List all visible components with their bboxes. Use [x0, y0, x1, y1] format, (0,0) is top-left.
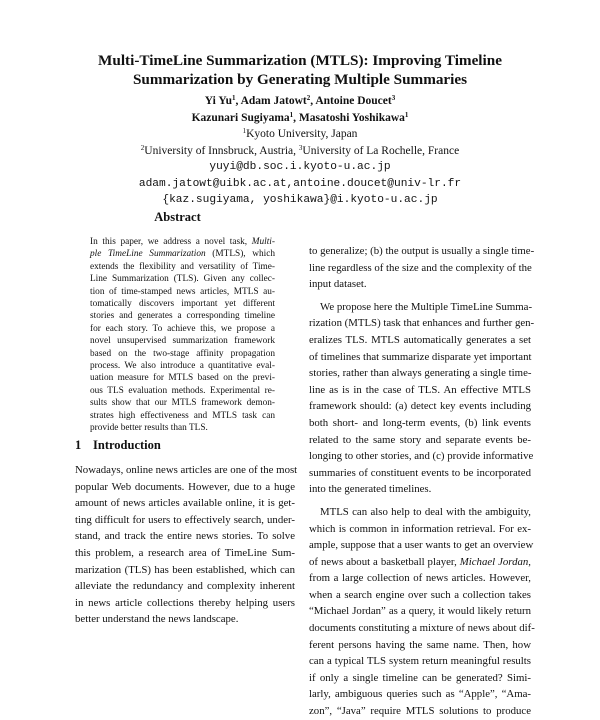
text-line: both short- and long-term events, (b) link events — [309, 416, 531, 429]
text-line: from a large collection of news articles. However, — [309, 572, 531, 585]
text-line: this problem, a research area of TimeLine Sum- — [75, 546, 295, 559]
text-line: if only a single timeline can be generated? Simi- — [309, 671, 531, 684]
text-line: ferent persons having the same name. Then, how — [309, 638, 531, 651]
section-heading-introduction — [75, 438, 161, 453]
text-line: stories, rather than always generating a single time- — [309, 367, 532, 380]
text-line: framework should: (a) detect key events including — [309, 400, 531, 413]
text-line: ample, suppose that a user wants to get an overview — [309, 539, 534, 552]
paragraph — [309, 243, 535, 293]
author-name: Antoine Doucet — [315, 95, 392, 107]
text-line: of news about a basketball player, Michael Jordan, — [309, 555, 531, 568]
text-line: amount of news articles available online, it is get- — [75, 497, 295, 510]
text-line: ting difficult for users to effectively search, under- — [75, 513, 295, 526]
text-line: in news article collections thereby helping users — [75, 596, 295, 609]
text-line: when a search engine over such a collection takes — [309, 588, 531, 601]
text-line: for each story. To achieve this, we propose a — [90, 323, 275, 334]
right-column — [309, 243, 535, 720]
text-line: summaries of constituent events to be incorporated — [309, 466, 531, 479]
text-line: uation measure for MTLS based on the previ- — [90, 373, 275, 384]
text-line: ous TLS evaluation methods. Experimental re- — [90, 385, 275, 396]
affiliation-line-1: $^1$Kyoto University, Japan — [242, 127, 358, 140]
introduction-text — [75, 462, 298, 628]
text-line: marization (TLS) has been established, which can — [75, 563, 295, 576]
text-line: zon”, “Java” require MTLS solutions to produce — [309, 705, 531, 718]
email-line-3: {kaz.sugiyama, yoshikawa}@i.kyoto-u.ac.jp — [162, 194, 438, 206]
text-line: documents constituting a mixture of news about dif- — [309, 622, 535, 635]
abstract-body — [90, 236, 275, 435]
text-line: Nowadays, online news articles are one of the most — [75, 464, 298, 476]
text-line: tion of time-stamped news articles, MTLS au- — [90, 286, 275, 297]
title-line-2: Summarization by Generating Multiple Summaries — [132, 71, 468, 88]
affiliation-line-2: $^2$University of Innsbruck, Austria, $^3$University of La Rochelle, France — [140, 143, 460, 157]
text-line: to generalize; (b) the output is usually a single time- — [309, 245, 535, 257]
text-line: related to the same story and separate events be- — [309, 433, 531, 446]
email-line-1: yuyi@db.soc.i.kyoto-u.ac.jp — [209, 161, 391, 173]
author-line-1: Yi Yu$^1$, Adam Jatowt$^2$, Antoine Doucet$^3$ — [204, 94, 396, 107]
text-line: MTLS can also help to deal with the ambiguity, — [320, 505, 531, 518]
text-line: sults show that our MTLS framework demon- — [90, 398, 275, 409]
abstract-heading: Abstract — [154, 210, 201, 224]
text-line: popular Web documents. However, due to a huge — [75, 480, 295, 493]
author-line-2: Kazunari Sugiyama$^1$, Masatoshi Yoshikawa$^1$ — [191, 110, 409, 124]
section-title: Introduction — [93, 438, 161, 452]
title-line-1: Multi-TimeLine Summarization (MTLS): Improving Timeline — [98, 52, 502, 69]
text-line: can a typical TLS system return meaningful results — [309, 655, 531, 668]
author-name: Kazunari Sugiyama — [191, 111, 290, 124]
section-number: 1 — [75, 438, 82, 452]
text-line: which is common in information retrieval. For ex- — [309, 522, 531, 535]
text-line: novel unsupervised summarization framework — [90, 336, 275, 347]
text-line: input dataset. — [309, 278, 367, 291]
text-line: In this paper, we address a novel task, Multi- — [90, 237, 275, 247]
text-line: of timelines that summarize disparate yet important — [309, 350, 532, 363]
text-line: provide better results than TLS. — [90, 423, 208, 434]
text-line: into the generated timelines. — [309, 483, 432, 496]
text-line: extends the flexibility and versatility of Time- — [90, 261, 275, 272]
text-line: We propose here the Multiple TimeLine Summa- — [320, 300, 533, 313]
email-line-2: adam.jatowt@uibk.ac.at,antoine.doucet@univ-lr.fr — [138, 177, 462, 190]
author-name: Adam Jatowt — [240, 95, 307, 107]
paragraph — [309, 299, 535, 498]
text-line: line as is in the case of TLS. An effective MTLS — [309, 383, 531, 396]
text-line: stories and generates a corresponding timeline — [90, 311, 275, 322]
author-block — [60, 93, 540, 209]
text-line: larly, ambiguous queries such as “Apple”, “Ama- — [309, 688, 531, 701]
text-line: based on the two-stage affinity propagation — [90, 348, 275, 359]
author-name: Masatoshi Yoshikawa — [298, 111, 405, 124]
text-line: stand, and track the entire news stories. To solve — [75, 530, 295, 543]
text-line: ple TimeLine Summarization (MTLS), which — [90, 249, 275, 260]
text-line: process. We also introduce a quantitative eval- — [90, 361, 275, 372]
text-line: tomatically discovers important yet different — [90, 299, 275, 310]
text-line: eralizes TLS. MTLS automatically generates a set — [309, 333, 531, 346]
text-line: “Michael Jordan” as a query, it would likely return — [309, 605, 531, 618]
author-name: Yi Yu — [204, 95, 232, 107]
text-line: better understand the news landscape. — [75, 613, 239, 626]
paper-title — [60, 51, 540, 89]
text-line: longing to other stories, and (c) provide informative — [309, 450, 534, 463]
paragraph — [309, 504, 535, 720]
text-line: alleviate the redundancy and complexity inherent — [75, 580, 295, 593]
text-line: strates high effectiveness and MTLS task can — [90, 410, 275, 421]
text-line: rization (MTLS) task that enhances and further gen- — [309, 317, 535, 330]
text-line: Line Summarization (TLS). Given any collec- — [90, 274, 275, 285]
text-line: line regardless of the size and the complexity of the — [309, 261, 532, 274]
